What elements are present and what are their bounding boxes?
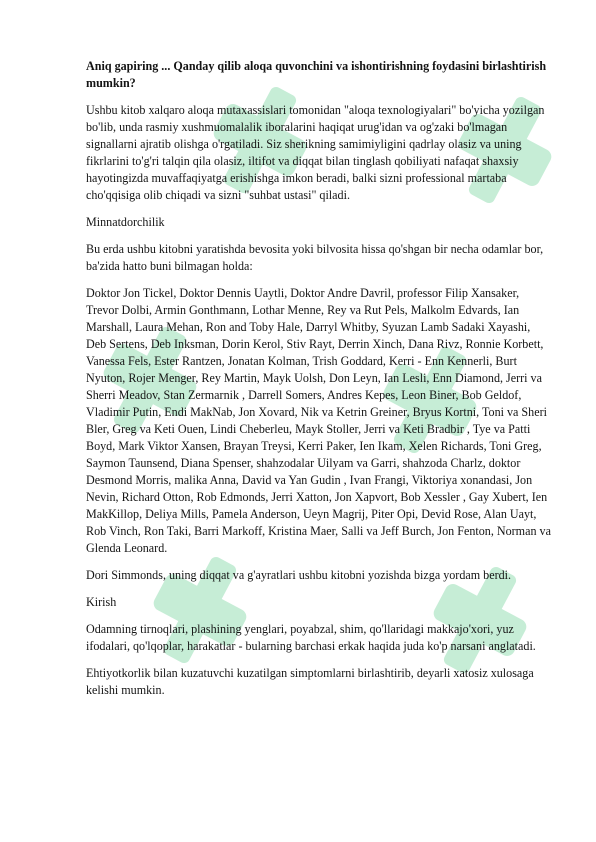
acknowledgements-names: Doktor Jon Tickel, Doktor Dennis Uaytli, Doktor Andre Davril, professor Filip Xansaker, Trevor Dolbi, Armin Gonthmann, Lothar Menne, Rey va Rut Pels, Malkolm Edvards, Ian Marshall, Laura Mehan, Ron and Toby Hale, Darryl Whitby, Syuzan Lamb Sadaki Xayashi, Deb Sertens, Deb Inksman, Dorin Kerol, Stiv Rayt, Derrin Xinch, Dana Rivz, Ronnie Korbett, Vanessa Fels, Ester Rantzen, Jonatan Kolman, Trish Goddard, Kerri - Enn Kennerli, Burt Nyuton, Rojer Menger, Rey Martin, Mayk Uolsh, Don Leyn, Ian Lesli, Enn Diamond, Jerri va Sherri Meadov, Stan Zermarnik , Darrell Somers, Andres Kepes, Leon Biner, Bob Geldof, Vladimir Putin, Endi MakNab, Jon Xovard, Nik va Ketrin Greiner, Bryus Kortni, Toni va Sheri Bler, Greg va Keti Ouen, Lindi Cheberleu, Mayk Stoller, Jerri va Keti Bradbir , Tye va Patti Boyd, Mark Viktor Xansen, Brayan Treysi, Kerri Paker, Ien Ikam, Xelen Richards, Toni Greg, Saymon Taunsend, Diana Spenser, shahzodalar Uilyam va Garri, shahzoda Charlz, doktor Desmond Morris, malika Anna, David va Yan Gudin , Ivan Frangi, Viktoriya xonandasi, Jon Nevin, Richard Otton, Rob Edmonds, Jerri Xatton, Jon Xapvort, Bob Xessler , Gay Xubert, Ien MakKillop, Deliya Mills, Pamela Anderson, Ueyn Magrij, Piter Opi, Devid Rose, Alan Uayt, Rob Vinch, Ron Taki, Barri Markoff, Kristina Maer, Salli va Jeff Burch, Jon Fenton, Norman va Glenda Leonard. bbox=[86, 286, 551, 555]
document-body bbox=[86, 58, 552, 709]
introduction-paragraph-1: Odamning tirnoqlari, plashining yenglari, poyabzal, shim, qo'llaridagi makkajo'xori, yuz ifodalari, qo'lqoplar, harakatlar - bularning barchasi erkak haqida juda ko'p narsani anglatadi. bbox=[86, 622, 536, 653]
document-heading: Aniq gapiring ... Qanday qilib aloqa quvonchini va ishontirishning foydasini birlashtirish mumkin? bbox=[86, 59, 547, 90]
acknowledgements-intro: Bu erda ushbu kitobni yaratishda bevosita yoki bilvosita hissa qo'shgan bir necha odamlar bor, ba'zida hatto buni bilmagan holda: bbox=[86, 242, 544, 273]
intro-paragraph: Ushbu kitob xalqaro aloqa mutaxassislari tomonidan "aloqa texnologiyalari" bo'yicha yozilgan bo'lib, unda rasmiy xushmuomalalik iboralarini haqiqat urug'idan va og'zaki bo'lmagan signallarni ajratib olishga o'rgatiladi. Siz sherikning samimiyligini qadrlay olasiz va uning fikrlarini to'g'ri talqin qila olasiz, iltifot va diqqat bilan tinglash qobiliyati nafaqat shaxsiy hayotingizda muvaffaqiyatga erishishga imkon beradi, balki sizni professional martaba cho'qqisiga olib chiqadi va sizni "suhbat ustasi" qiladi. bbox=[86, 103, 545, 202]
dori-paragraph: Dori Simmonds, uning diqqat va g'ayratlari ushbu kitobni yozishda bizga yordam berdi. bbox=[86, 568, 512, 582]
introduction-paragraph-2: Ehtiyotkorlik bilan kuzatuvchi kuzatilgan simptomlarni birlashtirib, deyarli xatosiz xulosaga kelishi mumkin. bbox=[86, 666, 534, 697]
introduction-title: Kirish bbox=[86, 595, 117, 609]
acknowledgements-title: Minnatdorchilik bbox=[86, 215, 165, 229]
